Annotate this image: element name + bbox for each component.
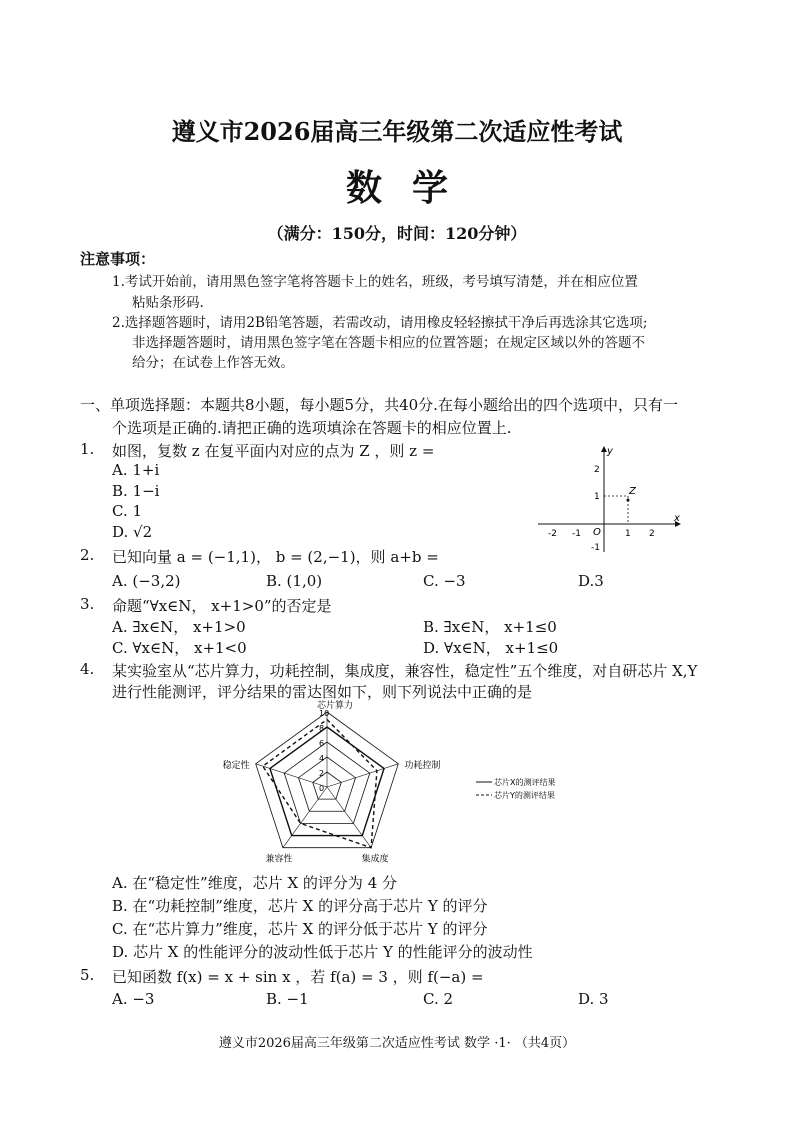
- radar-axis-label: 功耗控制: [404, 760, 441, 771]
- option-a: A. 在“稳定性”维度，芯片 X 的评分为 4 分: [112, 874, 398, 892]
- option-b: B. (1,0): [266, 572, 323, 590]
- radar-spoke: [327, 787, 371, 848]
- option-d: D.3: [578, 572, 604, 590]
- question-stem: 已知函数 f(x) = x + sin x ，若 f(a) = 3 ，则 f(−a) =: [112, 968, 484, 986]
- radar-chart: [220, 697, 570, 867]
- section-heading: 一、单项选择题：本题共8小题，每小题5分，共40分.在每小题给出的四个选项中，只有一: [80, 396, 678, 414]
- x-tick: -2: [548, 529, 557, 539]
- option-c: C. 1: [112, 502, 143, 520]
- page-footer: 遵义市2026届高三年级第二次适应性考试 数学 ·1· （共4页）: [218, 1036, 576, 1051]
- y-axis-label: y: [607, 446, 613, 457]
- y-tick: 1: [594, 492, 600, 502]
- radar-ring-label: 4: [319, 754, 325, 763]
- x-tick: 2: [649, 529, 655, 539]
- option-b: B. 1−i: [112, 482, 160, 500]
- point-z-label: Z: [629, 486, 636, 497]
- y-tick: -1: [591, 543, 600, 553]
- y-tick: 2: [594, 465, 600, 475]
- notice-line: 粘贴条形码.: [132, 295, 204, 311]
- radar-spoke: [256, 764, 327, 787]
- option-d: D. 3: [578, 990, 609, 1008]
- radar-ring-label: 0: [319, 784, 325, 793]
- option-c: C. −3: [423, 572, 466, 590]
- option-a: A. ∃x∈N， x+1>0: [112, 618, 246, 636]
- option-d: D. ∀x∈N， x+1≤0: [423, 639, 559, 657]
- option-a: A. −3: [112, 990, 155, 1008]
- option-b: B. −1: [266, 990, 309, 1008]
- legend-label-y: 芯片Y的测评结果: [494, 791, 555, 800]
- notice-line: 2.选择题答题时，请用2B铅笔答题，若需改动，请用橡皮轻轻擦拭干净后再选涂其它选项;: [112, 315, 648, 331]
- option-a: A. (−3,2): [112, 572, 181, 590]
- score-time: （满分：150分，时间：120分钟）: [267, 224, 527, 243]
- radar-ring-label: 8: [319, 724, 325, 733]
- legend-label-x: 芯片X的测评结果: [494, 778, 556, 787]
- option-d: D. √2: [112, 523, 153, 541]
- option-c: C. 在“芯片算力”维度，芯片 X 的评分低于芯片 Y 的评分: [112, 920, 488, 938]
- option-c: C. 2: [423, 990, 454, 1008]
- option-d: D. 芯片 X 的性能评分的波动性低于芯片 Y 的性能评分的波动性: [112, 943, 533, 961]
- option-b: B. 在“功耗控制”维度，芯片 X 的评分高于芯片 Y 的评分: [112, 897, 488, 915]
- option-b: B. ∃x∈N， x+1≤0: [423, 618, 557, 636]
- radar-ring-label: 10: [319, 709, 330, 718]
- radar-spoke: [327, 764, 398, 787]
- radar-legend: [476, 777, 555, 800]
- question-number: 3.: [80, 595, 95, 613]
- section-heading-cont: 个选项是正确的.请把正确的选项填涂在答题卡的相应位置上.: [112, 419, 512, 437]
- notice-line: 给分；在试卷上作答无效。: [132, 355, 294, 371]
- notice-line: 1.考试开始前，请用黑色签字笔将答题卡上的姓名，班级，考号填写清楚，并在相应位置: [112, 274, 638, 290]
- question-number: 5.: [80, 966, 95, 984]
- question-stem: 如图，复数 z 在复平面内对应的点为 Z ，则 z =: [112, 442, 435, 460]
- exam-title: 遵义市2026届高三年级第二次适应性考试: [171, 117, 623, 146]
- radar-axis-label: 集成度: [361, 854, 389, 865]
- question-stem: 已知向量 a = (−1,1)， b = (2,−1)，则 a+b =: [112, 548, 439, 566]
- complex-plane-figure: [534, 444, 684, 556]
- origin-label: O: [593, 527, 601, 538]
- option-c: C. ∀x∈N， x+1<0: [112, 639, 247, 657]
- radar-spoke: [283, 787, 327, 848]
- option-a: A. 1+i: [112, 461, 160, 479]
- question-number: 4.: [80, 660, 95, 678]
- notice-heading: 注意事项：: [80, 250, 156, 268]
- question-stem: 命题“∀x∈N， x+1>0”的否定是: [112, 597, 332, 615]
- x-tick: -1: [572, 529, 581, 539]
- question-number: 1.: [80, 440, 95, 458]
- notice-line: 非选择题答题时，请用黑色签字笔在答题卡相应的位置答题；在规定区域以外的答题不: [132, 335, 645, 351]
- point-z: [627, 499, 630, 502]
- radar-axis-label: 兼容性: [265, 854, 293, 865]
- radar-axis-label: 稳定性: [222, 760, 250, 771]
- question-number: 2.: [80, 546, 95, 564]
- radar-ring-label: 6: [319, 739, 325, 748]
- question-stem: 某实验室从“芯片算力，功耗控制，集成度，兼容性，稳定性”五个维度，对自研芯片 X,Y: [112, 662, 698, 680]
- radar-ring-label: 2: [319, 769, 325, 778]
- x-axis-label: x: [674, 513, 680, 524]
- question-stem-cont: 进行性能测评，评分结果的雷达图如下，则下列说法中正确的是: [112, 683, 533, 701]
- radar-axis-label: 芯片算力: [316, 701, 354, 711]
- subject-title: 数学: [345, 167, 478, 209]
- x-tick: 1: [625, 529, 631, 539]
